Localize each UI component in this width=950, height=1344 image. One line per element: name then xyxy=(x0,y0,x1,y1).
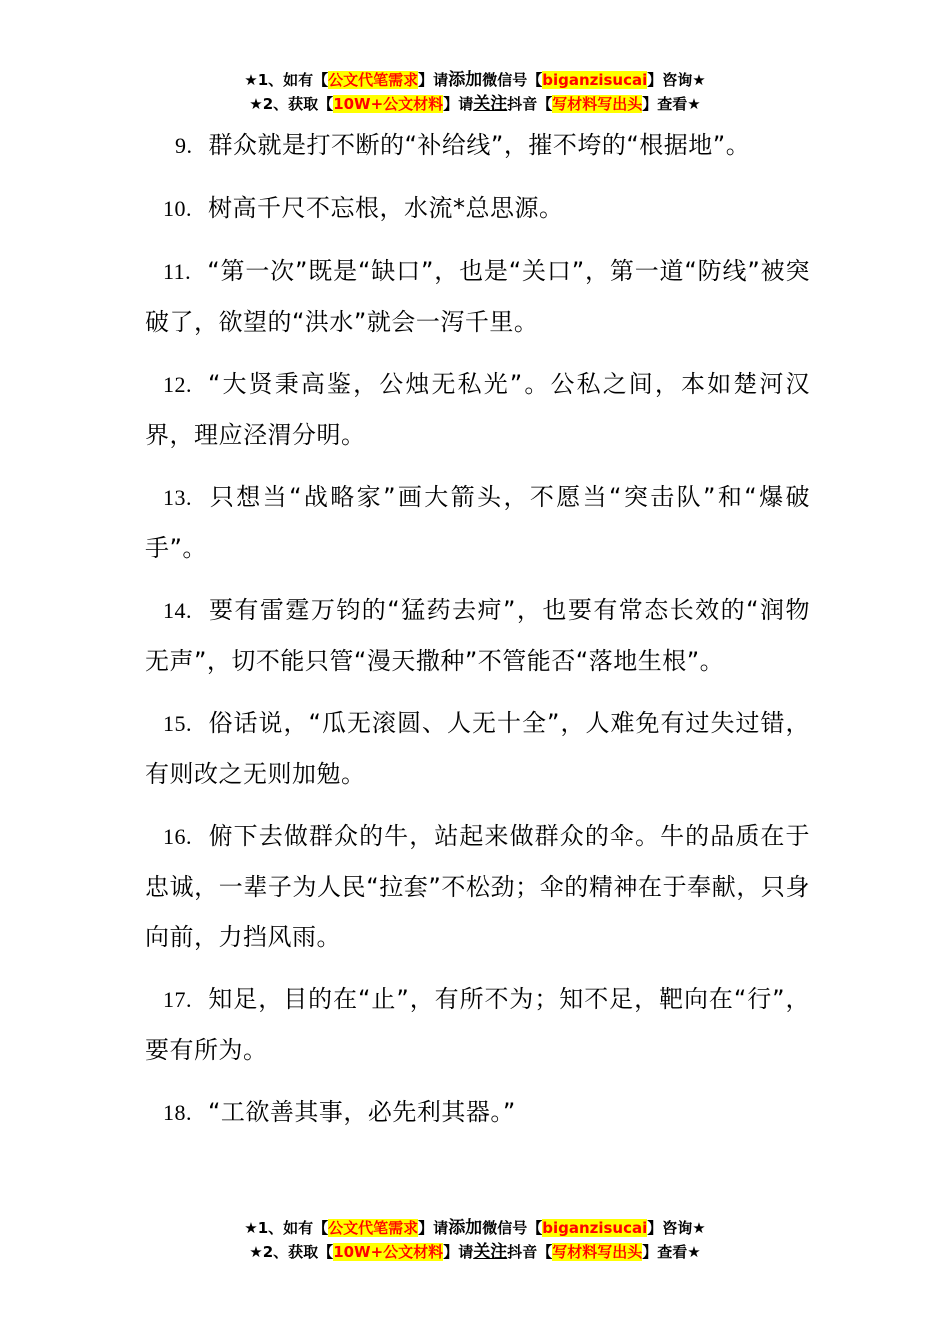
banner-line-1: ★1、如有【公文代笔需求】请添加微信号【biganzisucai】咨询★ xyxy=(244,70,706,90)
list-item: 17. 知足，目的在“止”，有所不为；知不足，靶向在“行”，要有所为。 xyxy=(145,985,810,1064)
list-item: 12. “大贤秉高鉴，公烛无私光”。公私之间，本如楚河汉界，理应泾渭分明。 xyxy=(145,370,810,449)
banner-line-2: ★2、获取【10W+公文材料】请关注抖音【写材料写出头】查看★ xyxy=(249,1242,701,1262)
highlight-materials: 10W+公文材料 xyxy=(333,1243,444,1261)
highlight-wechat-id: biganzisucai xyxy=(542,1219,648,1237)
list-item: 14. 要有雷霆万钧的“猛药去疴”，也要有常态长效的“润物无声”，切不能只管“漫天撒种”不管能否“落地生根”。 xyxy=(145,596,810,675)
list-item: 11. “第一次”既是“缺口”，也是“关口”，第一道“防线”被突破了，欲望的“洪水”就会一泻千里。 xyxy=(145,257,810,336)
highlight-wechat-id: biganzisucai xyxy=(542,71,648,89)
banner-line-2: ★2、获取【10W+公文材料】请关注抖音【写材料写出头】查看★ xyxy=(249,94,701,114)
highlight-service: 公文代笔需求 xyxy=(328,71,419,89)
list-item: 16. 俯下去做群众的牛，站起来做群众的伞。牛的品质在于忠诚，一辈子为人民“拉套”不松劲；伞的精神在于奉献，只身向前，力挡风雨。 xyxy=(145,822,810,951)
list-item: 18. “工欲善其事，必先利其器。” xyxy=(163,1098,516,1126)
list-item: 9. 群众就是打不断的“补给线”，摧不垮的“根据地”。 xyxy=(175,131,751,159)
document-body xyxy=(145,120,810,1150)
highlight-service: 公文代笔需求 xyxy=(328,1219,419,1237)
footer-banner xyxy=(0,1216,950,1264)
highlight-materials: 10W+公文材料 xyxy=(333,95,444,113)
banner-line-1: ★1、如有【公文代笔需求】请添加微信号【biganzisucai】咨询★ xyxy=(244,1218,706,1238)
highlight-douyin: 写材料写出头 xyxy=(552,95,643,113)
header-banner xyxy=(0,68,950,116)
list-item: 13. 只想当“战略家”画大箭头，不愿当“突击队”和“爆破手”。 xyxy=(145,483,810,562)
list-item: 10. 树高千尺不忘根，水流*总思源。 xyxy=(163,194,564,222)
highlight-douyin: 写材料写出头 xyxy=(552,1243,643,1261)
list-item: 15. 俗话说，“瓜无滚圆、人无十全”，人难免有过失过错，有则改之无则加勉。 xyxy=(145,709,810,788)
